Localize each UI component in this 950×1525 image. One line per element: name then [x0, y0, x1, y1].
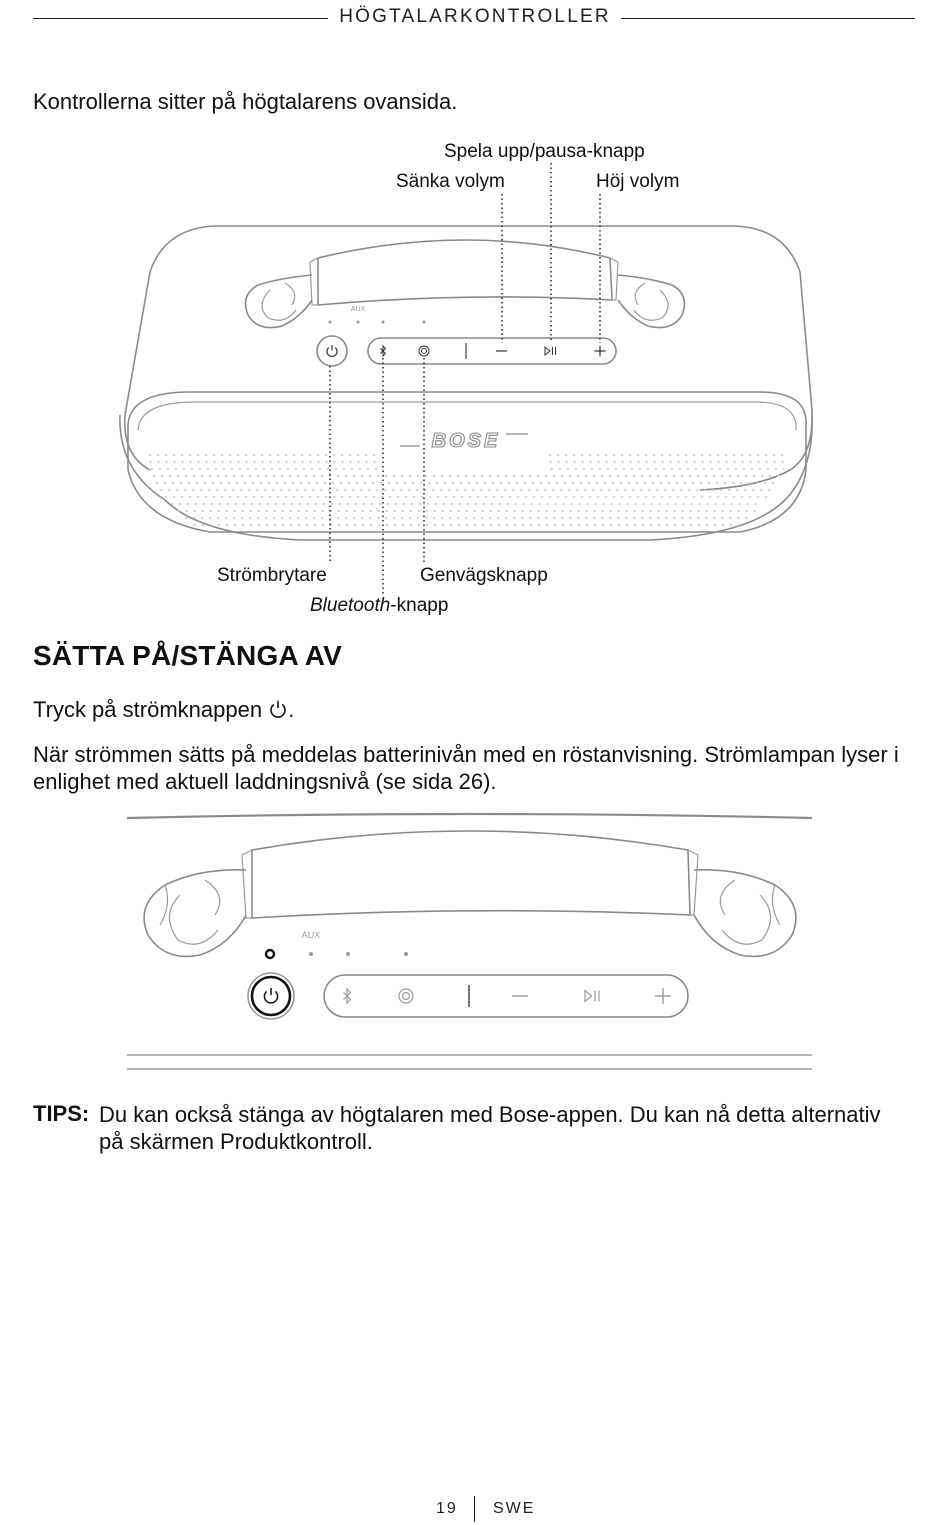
aux-label-zoom: AUX: [301, 930, 321, 940]
play-pause-icon: [585, 991, 599, 1002]
power-step: [33, 696, 294, 723]
tips-text: Du kan också stänga av högtalaren med Bose-appen. Du kan nå detta alternativ på skärmen Produktkontroll.: [99, 1102, 881, 1154]
callout-bluetooth-italic: Bluetooth: [310, 595, 391, 616]
power-icon: [327, 345, 337, 356]
bose-logo: BOSE: [431, 430, 501, 452]
shortcut-icon: [399, 989, 413, 1003]
power-button-zoom: [252, 977, 290, 1015]
control-strip-zoom: [324, 975, 688, 1017]
control-strip-diagram1: [368, 338, 616, 364]
tips-label: TIPS:: [33, 1101, 90, 1126]
play-pause-icon: [545, 347, 556, 355]
power-icon: [268, 698, 288, 718]
plus-icon: [595, 346, 606, 357]
callout-volume-up: Höj volym: [596, 171, 680, 192]
page-number: 19: [436, 1500, 458, 1517]
shortcut-icon: [419, 346, 429, 356]
power-button-diagram1: [317, 336, 347, 366]
speaker-diagram: [0, 0, 950, 640]
callout-volume-down: Sänka volym: [396, 171, 505, 192]
callout-bluetooth-suffix: -knapp: [390, 595, 449, 616]
footer-language: SWE: [493, 1500, 536, 1517]
section-header-title: HÖGTALARKONTROLLER: [339, 6, 611, 27]
speaker-grille: [149, 454, 785, 526]
callout-play-pause: Spela upp/pausa-knapp: [444, 141, 645, 162]
intro-text: Kontrollerna sitter på högtalarens ovansida.: [33, 89, 458, 114]
power-paragraph: När strömmen sätts på meddelas batterinivån med en röstanvisning. Strömlampan lyser i enlighet med aktuell laddningsnivå (se sida 26).: [33, 742, 899, 794]
power-indicator-light: [266, 950, 274, 958]
bluetooth-icon: [344, 989, 351, 1003]
bluetooth-icon: [381, 346, 386, 356]
section-heading: SÄTTA PÅ/STÄNGA AV: [33, 640, 343, 671]
callout-bluetooth: [310, 595, 448, 617]
plus-icon: [655, 988, 671, 1004]
aux-label: AUX: [350, 306, 366, 313]
power-step-text: Tryck på strömknappen: [33, 697, 263, 722]
power-icon: [264, 988, 277, 1003]
speaker-top-zoom-diagram: [0, 800, 950, 1090]
callout-power: Strömbrytare: [217, 565, 327, 586]
power-step-end: .: [288, 697, 295, 722]
footer-separator: [474, 1496, 475, 1522]
callout-shortcut: Genvägsknapp: [420, 565, 548, 586]
